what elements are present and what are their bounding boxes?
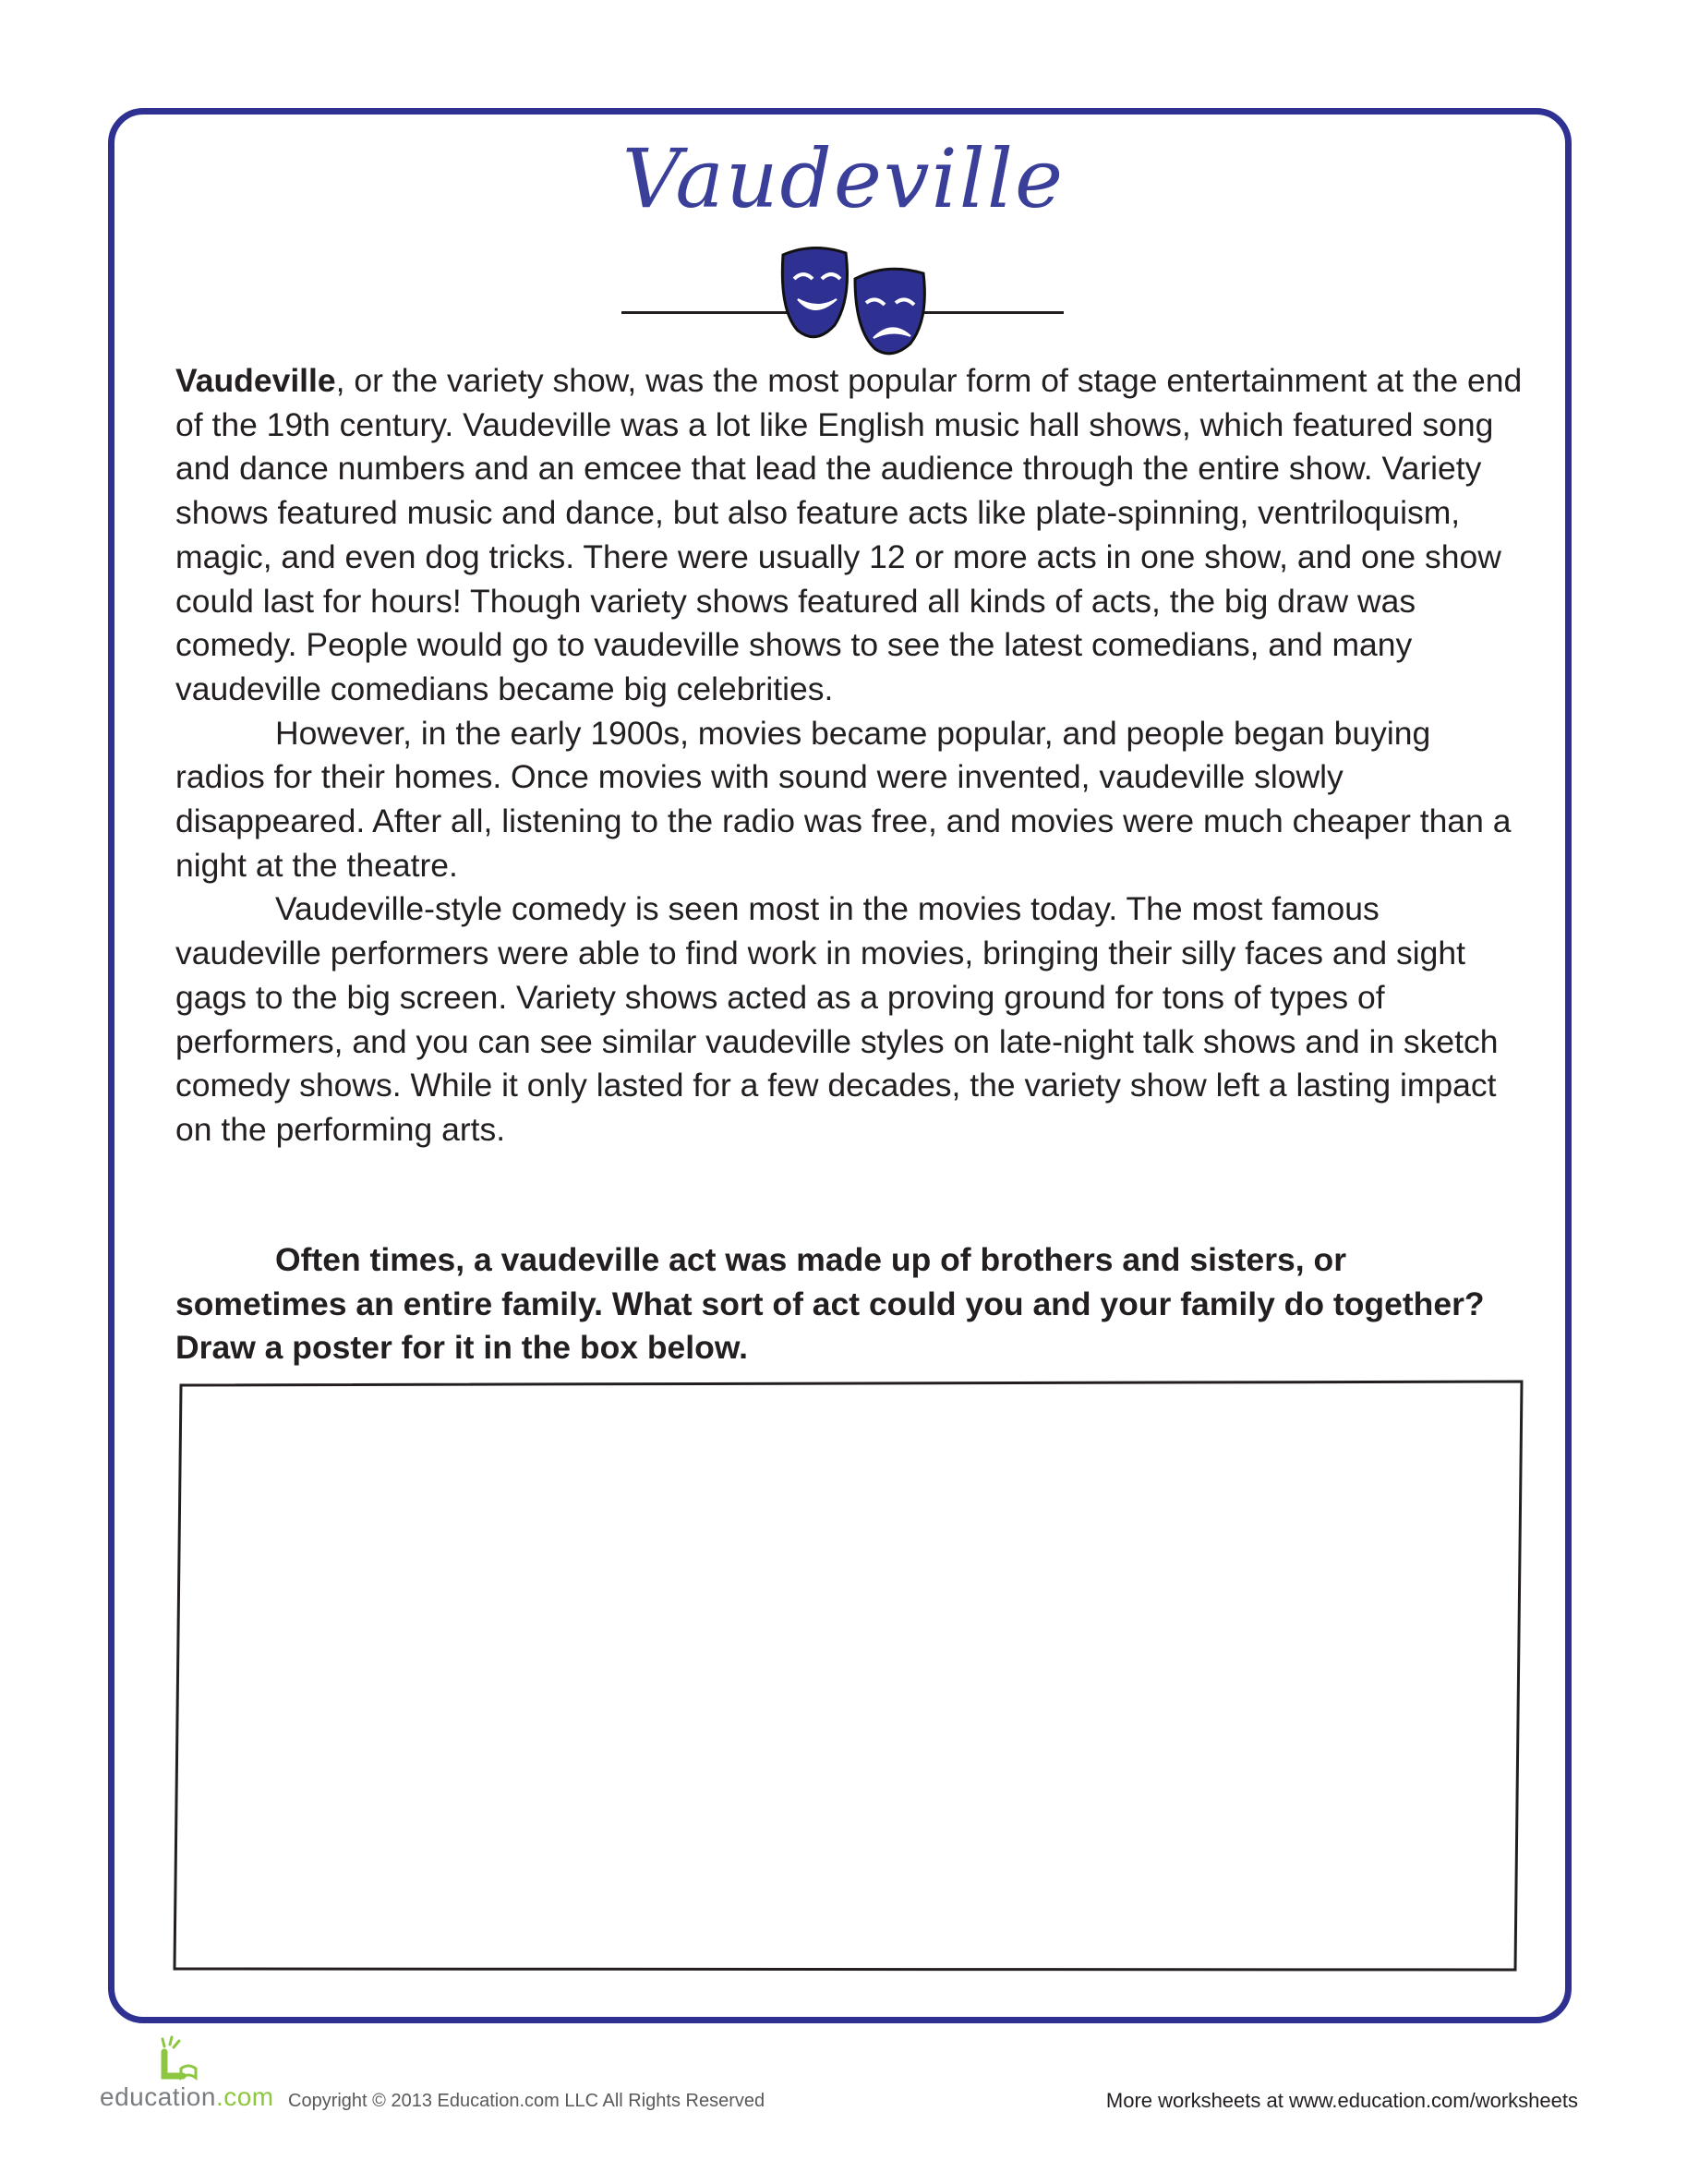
comedy-mask-icon — [782, 247, 847, 336]
lead-term: Vaudeville — [175, 362, 336, 399]
tragedy-mask-icon — [855, 269, 924, 354]
title-rule-right — [919, 311, 1064, 314]
prompt-question: Often times, a vaudeville act was made up of brothers and sisters, or sometimes an entire family. What sort of act could you and your family do together? Draw a poster for it in the box below. — [175, 1241, 1485, 1367]
paragraph-1 — [175, 359, 1524, 712]
reading-passage — [175, 359, 1524, 1152]
copyright-text: Copyright © 2013 Education.com LLC All Rights Reserved — [288, 2091, 765, 2111]
theater-masks-icon — [776, 242, 933, 360]
paragraph-3: Vaudeville-style comedy is seen most in the movies today. The most famous vaudeville performers were able to find work in movies, bringing their silly faces and sight gags to the big screen. Variety shows acted as a proving ground for tons of types of performers, and you can see similar vaudeville styles on late-night talk shows and in sketch comedy shows. While it only lasted for a few decades, the variety show left a lasting impact on the performing arts. — [175, 890, 1499, 1148]
paragraph-2: However, in the early 1900s, movies became popular, and people began buying radios for their homes. Once movies with sound were invented, vaudeville slowly disappeared. After all, listening to the radio was free, and movies were much cheaper than a night at the theatre. — [175, 714, 1512, 884]
logo-main-text: education — [100, 2082, 216, 2111]
page-title: Vaudeville — [621, 131, 1066, 226]
paragraph-1-text: , or the variety show, was the most popular form of stage entertainment at the end of the 19th century. Vaudeville was a lot like English music hall shows, which featured song and dance numbers and an emcee that lead the audience through the entire show. Variety shows featured music and dance, but also feature acts like plate-spinning, ventriloquism, magic, and even dog tricks. There were usually 12 or more acts in one show, and one show could last for hours! Though variety shows featured all kinds of acts, the big draw was comedy. People would go to vaudeville shows to see the latest comedians, and many vaudeville comedians became big celebrities. — [175, 362, 1523, 707]
education-logo-wordmark[interactable] — [100, 2082, 274, 2112]
logo-suffix-text: .com — [215, 2082, 274, 2111]
more-worksheets-link[interactable]: More worksheets at www.education.com/worksheets — [1105, 2089, 1578, 2112]
